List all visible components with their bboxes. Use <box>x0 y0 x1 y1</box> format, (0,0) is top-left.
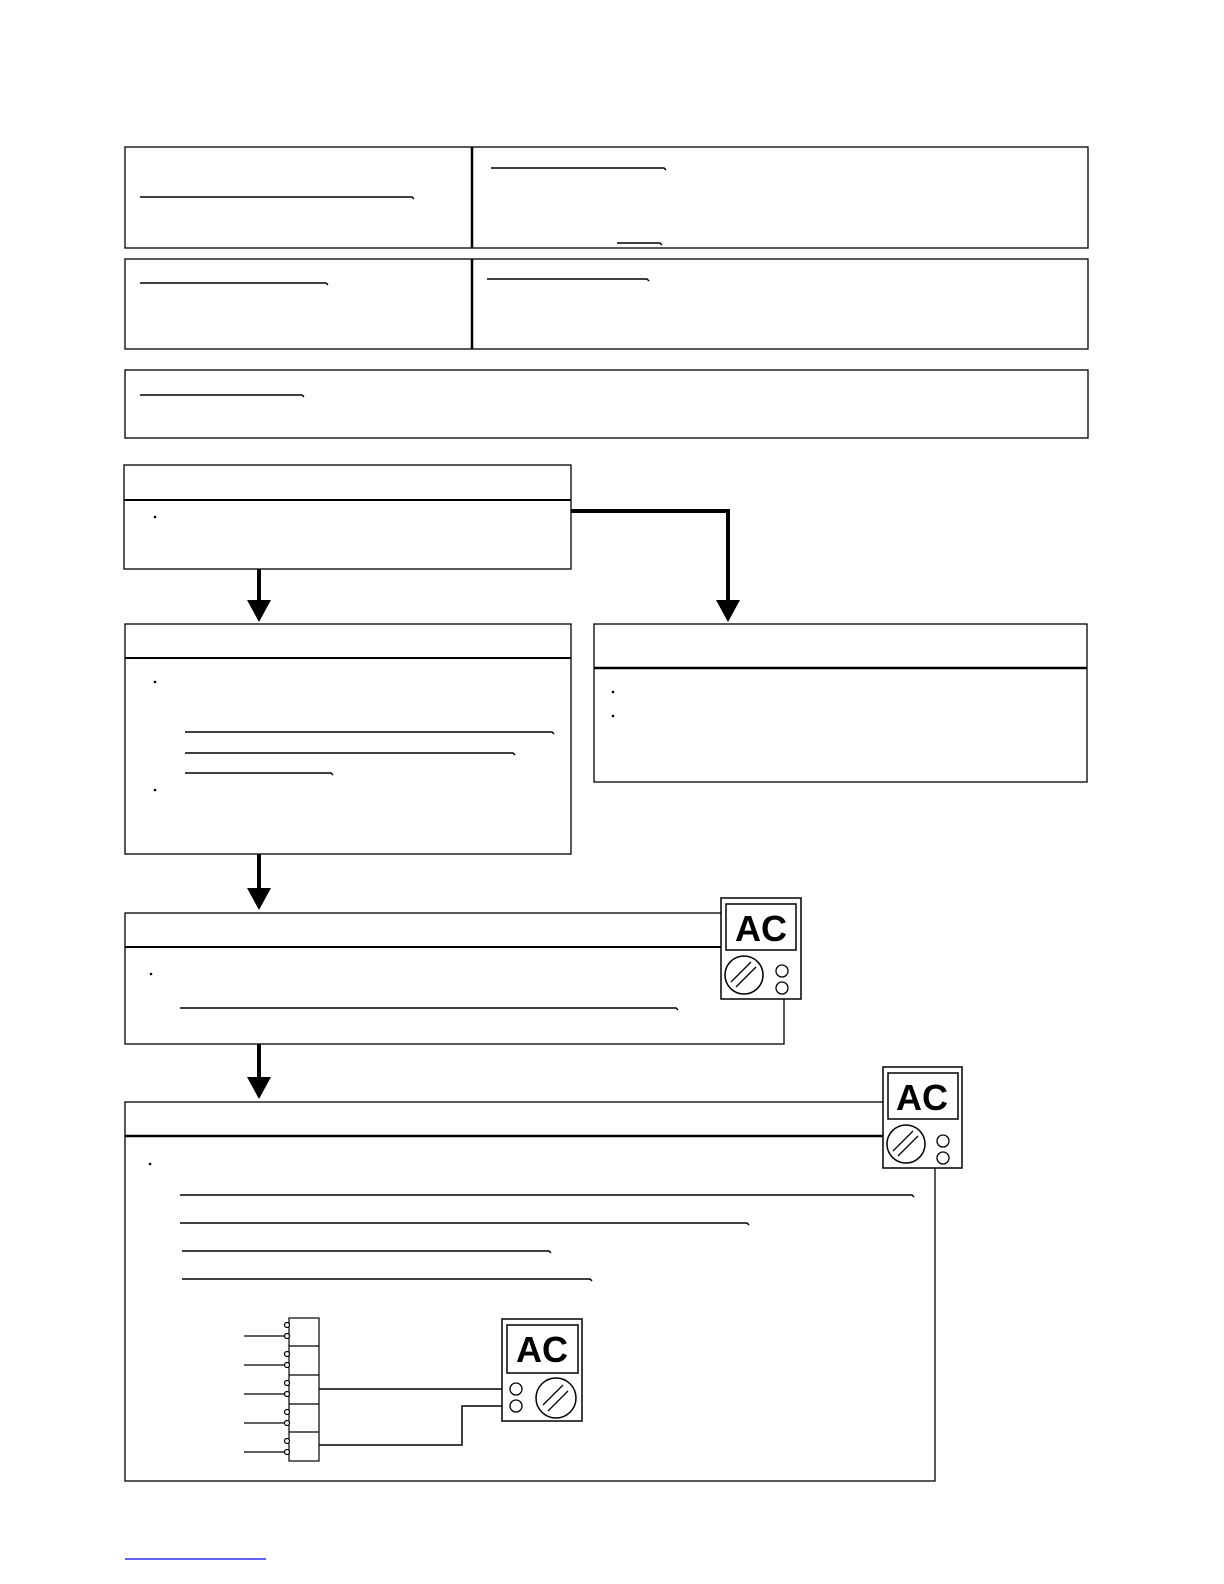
bullet-dot <box>149 1163 152 1166</box>
step-box-4-text-lines <box>180 1195 914 1281</box>
info-row-2 <box>125 259 1088 349</box>
bullet-dot <box>154 789 157 792</box>
flow-arrow-1-to-2 <box>247 569 271 622</box>
bullet-dot <box>154 516 157 519</box>
info-row-3-text-line <box>140 395 304 397</box>
flow-arrow-1-to-side <box>571 511 740 622</box>
side-box <box>594 624 1087 782</box>
bullet-dot <box>150 973 153 976</box>
bullet-dot <box>154 681 157 684</box>
meter-display-label: AC <box>735 908 787 949</box>
step-box-2 <box>125 624 571 854</box>
bullet-dot <box>612 691 615 694</box>
step-box-1 <box>124 465 571 569</box>
flow-arrow-3-to-4 <box>247 1044 271 1099</box>
meter-display-label: AC <box>516 1329 568 1370</box>
terminal-block <box>244 1318 319 1461</box>
step-box-3-text-line <box>180 1008 678 1010</box>
info-row-1-text-lines <box>140 168 666 245</box>
flow-arrow-2-to-3 <box>247 854 271 910</box>
info-row-3 <box>125 370 1088 438</box>
info-row-2-text-lines <box>140 279 649 285</box>
multimeter-icon <box>883 1067 962 1168</box>
step-box-2-text-lines <box>185 732 554 775</box>
step-box-4 <box>125 1102 935 1481</box>
meter-display-label: AC <box>896 1077 948 1118</box>
multimeter-icon <box>721 898 801 999</box>
step-box-3 <box>125 913 784 1044</box>
bullet-dot <box>612 715 615 718</box>
multimeter-icon <box>502 1319 582 1421</box>
meter-probe-wires <box>319 1389 510 1445</box>
